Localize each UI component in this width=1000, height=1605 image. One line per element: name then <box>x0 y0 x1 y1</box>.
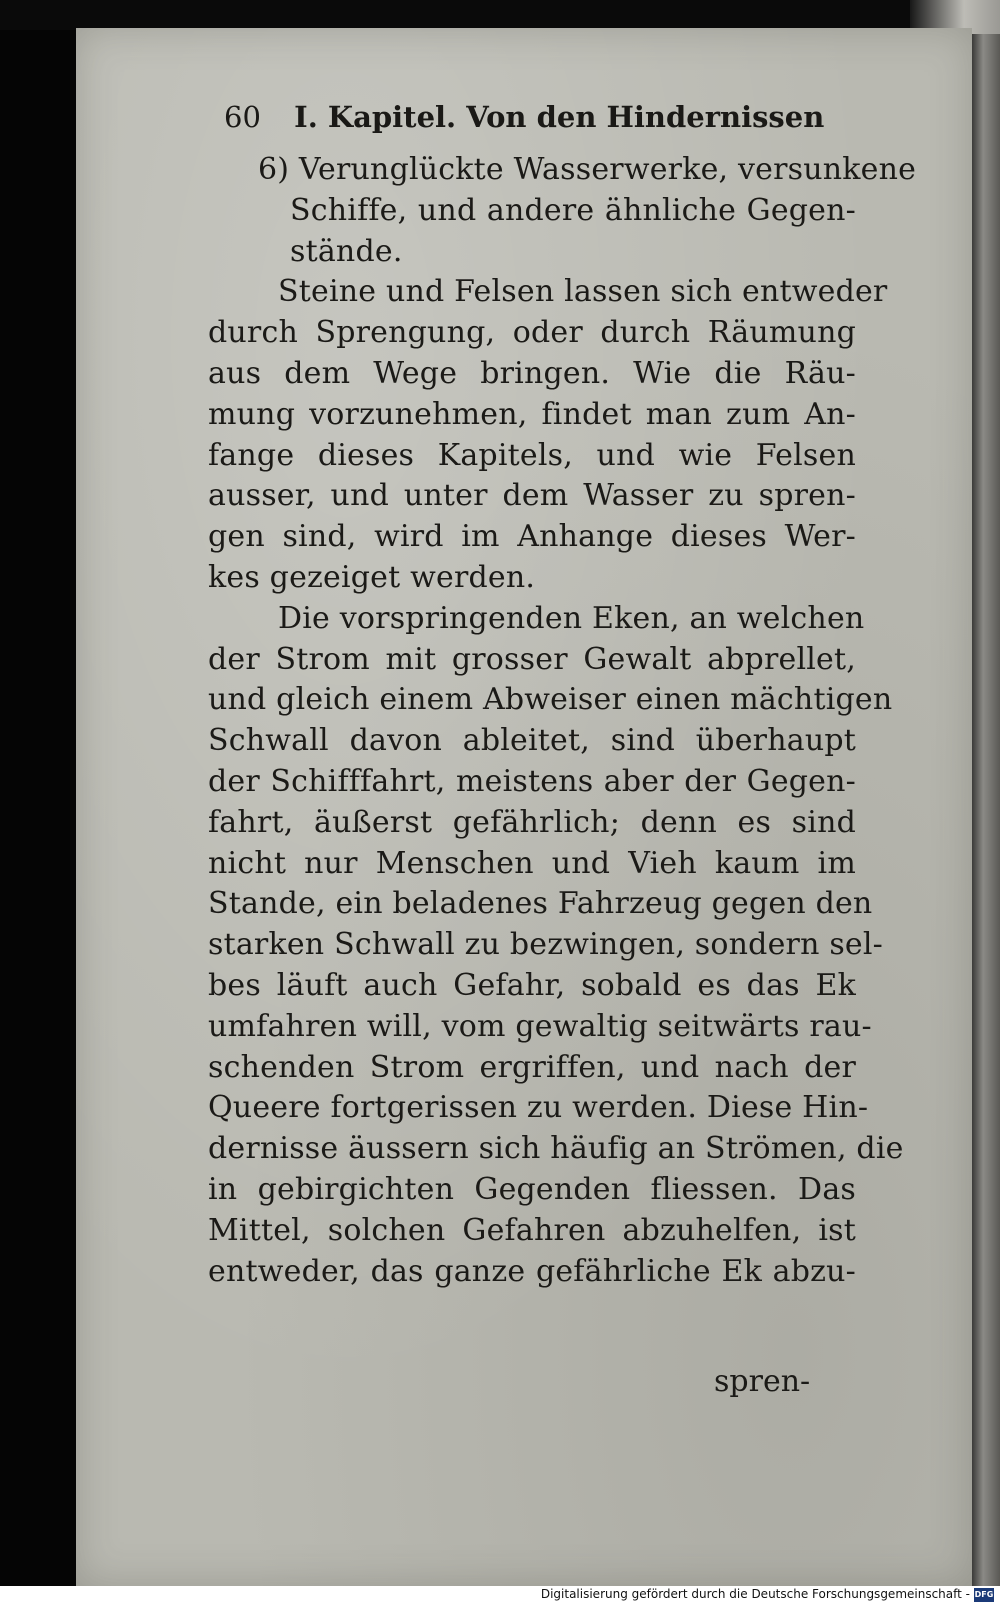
scan-background-top <box>0 0 1000 30</box>
text-line: in gebirgichten Gegenden fliessen. Das <box>208 1171 856 1207</box>
text-line: Stande, ein beladenes Fahrzeug gegen den <box>208 886 873 922</box>
page-header <box>224 100 864 150</box>
text-line: kes gezeiget werden. <box>208 559 536 595</box>
text-line: fange dieses Kapitels, und wie Felsen <box>208 437 856 473</box>
text-line: Mittel, solchen Gefahren abzuhelfen, ist <box>208 1212 856 1248</box>
text-line: umfahren will, vom gewaltig seitwärts rau- <box>208 1008 872 1044</box>
text-line: der Schifffahrt, meistens aber der Gegen- <box>208 763 856 799</box>
funding-credit: Digitalisierung gefördert durch die Deutsche Forschungsgemeinschaft - <box>540 1587 970 1601</box>
text-line: mung vorzunehmen, findet man zum An- <box>208 396 856 432</box>
text-line: gen sind, wird im Anhange dieses Wer- <box>208 519 856 555</box>
text-line: und gleich einem Abweiser einen mächtigen <box>208 682 893 718</box>
scan-background-left <box>0 0 76 1605</box>
running-head: I. Kapitel. Von den Hindernissen <box>294 100 825 134</box>
text-line: starken Schwall zu bezwingen, sondern sel- <box>208 927 884 963</box>
text-line: entweder, das ganze gefährliche Ek abzu- <box>208 1253 856 1289</box>
text-line: Schwall davon ableitet, sind überhaupt <box>208 723 856 759</box>
text-line: Steine und Felsen lassen sich entweder <box>278 274 888 310</box>
text-line: stände. <box>290 233 403 269</box>
text-line: fahrt, äußerst gefährlich; denn es sind <box>208 804 856 840</box>
page-number: 60 <box>224 100 261 134</box>
text-line: Schiffe, und andere ähnliche Gegen- <box>290 192 856 228</box>
text-line: ausser, und unter dem Wasser zu spren- <box>208 478 856 514</box>
text-line: aus dem Wege bringen. Wie die Räu- <box>208 355 856 391</box>
text-line: Die vorspringenden Eken, an welchen <box>278 600 865 636</box>
page-body <box>208 150 917 1292</box>
text-line: dernisse äussern sich häufig an Strömen, die <box>208 1131 904 1167</box>
text-line: Queere fortgerissen zu werden. Diese Hin- <box>208 1090 869 1126</box>
catchword: spren- <box>714 1364 811 1399</box>
text-line: der Strom mit grosser Gewalt abprellet, <box>208 641 856 677</box>
text-line: bes läuft auch Gefahr, sobald es das Ek <box>208 967 856 1003</box>
text-line: durch Sprengung, oder durch Räumung <box>208 315 856 351</box>
text-line: schenden Strom ergriffen, und nach der <box>208 1049 856 1085</box>
book-edge-right <box>972 0 1000 1605</box>
dfg-logo: DFG <box>974 1588 994 1602</box>
text-line: 6) Verunglückte Wasserwerke, versunkene <box>258 152 917 187</box>
text-line: nicht nur Menschen und Vieh kaum im <box>208 845 856 881</box>
